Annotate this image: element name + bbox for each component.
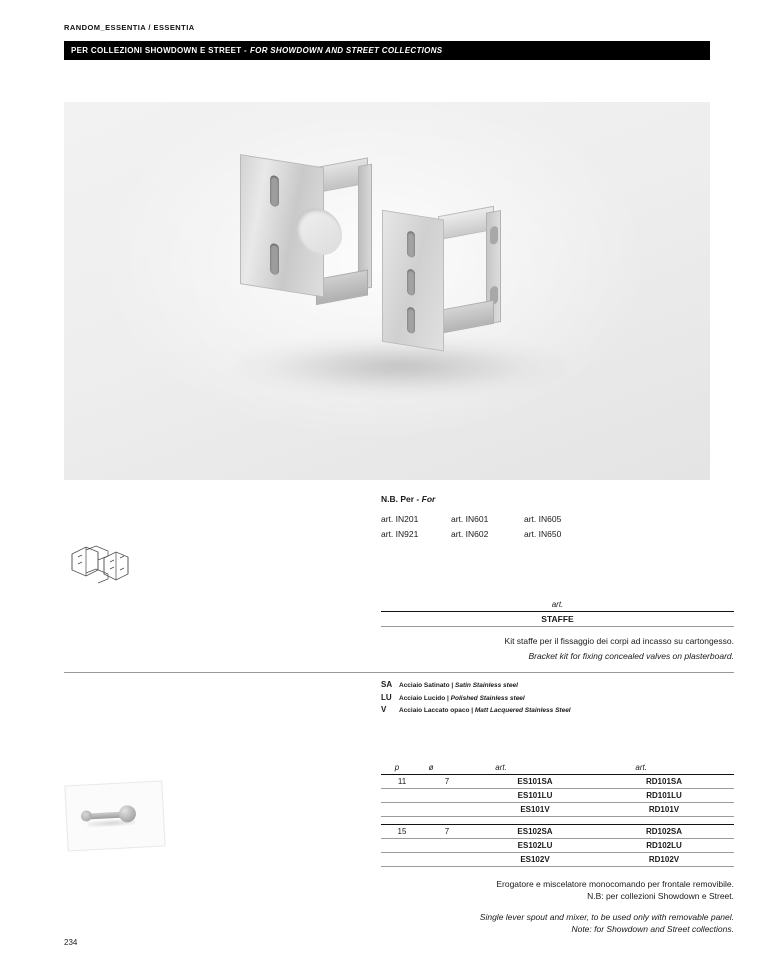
legend-row — [381, 680, 721, 689]
cell-art-1: ES102SA — [517, 827, 553, 836]
section-title-en: FOR SHOWDOWN AND STREET COLLECTIONS — [249, 46, 443, 55]
legend-row — [381, 705, 721, 714]
table-row — [381, 839, 734, 852]
legend-code: LU — [381, 692, 392, 702]
main-photo — [64, 102, 710, 480]
cell-art-2: RD102V — [648, 855, 680, 864]
bracket-small — [382, 200, 512, 361]
note-cell: art. IN605 — [524, 514, 562, 524]
legend-text-en: Matt Lacquered Stainless Steel — [474, 707, 571, 714]
breadcrumb: RANDOM_ESSENTIA / ESSENTIA — [64, 23, 195, 32]
product-desc-it — [381, 878, 734, 902]
note-label-en: For — [421, 494, 436, 504]
bracket-line-drawing-icon — [66, 540, 132, 588]
legend-text: Acciaio Satinato | Satin Stainless steel — [399, 682, 518, 689]
bracket-thumbnail-icon — [66, 540, 132, 588]
header-diameter: ø — [428, 763, 434, 772]
product-desc-en-line2: Note: for Showdown and Street collections. — [571, 924, 734, 934]
legend-row — [381, 693, 721, 702]
note-cell: art. IN602 — [451, 529, 489, 539]
table-row — [381, 853, 734, 866]
cell-art-2: RD101V — [648, 805, 680, 814]
legend-text-it: Acciaio Lucido — [399, 694, 446, 702]
legend-code: V — [381, 705, 387, 714]
cell-diameter: 7 — [444, 827, 450, 836]
cell-art-1: ES102LU — [517, 841, 553, 850]
spout-photo — [64, 780, 165, 851]
legend-text-it: Acciaio Satinato — [399, 682, 450, 689]
note-cell: art. IN650 — [524, 529, 562, 539]
bracket-small-slot-2 — [407, 269, 415, 296]
page-number: 234 — [64, 938, 78, 947]
product-table — [381, 763, 734, 867]
legend-text: Acciaio Laccato opaco | Matt Lacquered Stainless Steel — [399, 707, 571, 714]
product-desc-en-line1: Single lever spout and mixer, to be used only with removable panel. — [479, 912, 734, 922]
note-cell: art. IN201 — [381, 514, 419, 524]
legend-code: SA — [381, 680, 393, 689]
cell-art-2: RD101SA — [645, 777, 682, 786]
header-p: p — [394, 763, 400, 772]
product-table-header — [381, 763, 734, 774]
table-row — [381, 825, 734, 838]
product-desc-it-line2: N.B: per collezioni Showdown e Street. — [587, 891, 734, 901]
note-heading — [381, 494, 435, 504]
cell-p: 15 — [397, 827, 407, 836]
note-row — [381, 514, 711, 524]
cell-diameter: 7 — [444, 777, 450, 786]
bracket-small-slot-1 — [407, 231, 415, 258]
note-article-grid — [381, 514, 711, 544]
product-desc-it-line1: Erogatore e miscelatore monocomando per frontale removibile. — [496, 879, 734, 889]
cell-art-2: RD101LU — [646, 791, 682, 800]
table-row — [381, 789, 734, 802]
legend-text-en: Polished Stainless steel — [450, 694, 525, 702]
bracket-desc-it: Kit staffe per il fissaggio dei corpi ad incasso su cartongesso. — [504, 636, 734, 646]
cell-art-1: ES101V — [520, 805, 550, 814]
header-art-2: art. — [635, 763, 647, 772]
legend-text-it: Acciaio Laccato opaco — [399, 707, 470, 714]
cell-art-1: ES101SA — [517, 777, 553, 786]
legend-text-en: Satin Stainless steel — [455, 682, 518, 689]
table-group-gap — [381, 817, 734, 824]
bracket-table-col-header: art. — [551, 600, 564, 609]
header-art-1: art. — [495, 763, 507, 772]
legend-text: Acciaio Lucido | Polished Stainless steel — [399, 694, 525, 702]
bracket-small-plate — [382, 210, 444, 352]
bracket-small-slot-3 — [407, 307, 415, 334]
section-title-bar — [64, 41, 710, 60]
spout-tip — [81, 810, 93, 822]
bracket-large-slot-1 — [270, 175, 279, 207]
cell-art-1: ES101LU — [517, 791, 553, 800]
table-row — [381, 775, 734, 788]
product-desc-en — [381, 911, 734, 935]
note-cell: art. IN921 — [381, 529, 419, 539]
cell-p: 11 — [397, 777, 407, 786]
cell-art-1: ES102V — [520, 855, 550, 864]
cell-art-2: RD102LU — [646, 841, 682, 850]
bracket-small-bottom-arm — [438, 300, 494, 334]
legend-divider — [64, 672, 734, 673]
bracket-desc-en: Bracket kit for fixing concealed valves on plasterboard. — [528, 651, 734, 661]
cell-art-2: RD102SA — [645, 827, 682, 836]
bracket-table-code: STAFFE — [541, 614, 574, 624]
bracket-large-slot-2 — [270, 243, 279, 275]
finishes-legend — [381, 680, 721, 718]
bracket-small-side-slot-1 — [490, 226, 498, 245]
section-title-it: PER COLLEZIONI SHOWDOWN E STREET - — [71, 46, 247, 55]
note-cell: art. IN601 — [451, 514, 489, 524]
note-row — [381, 529, 711, 539]
bracket-article-table — [381, 600, 734, 664]
note-label-it: N.B. Per - — [381, 494, 422, 504]
product-table-rule — [381, 866, 734, 867]
photo-shadow — [232, 336, 568, 396]
bracket-large — [240, 154, 365, 304]
table-row — [381, 803, 734, 816]
